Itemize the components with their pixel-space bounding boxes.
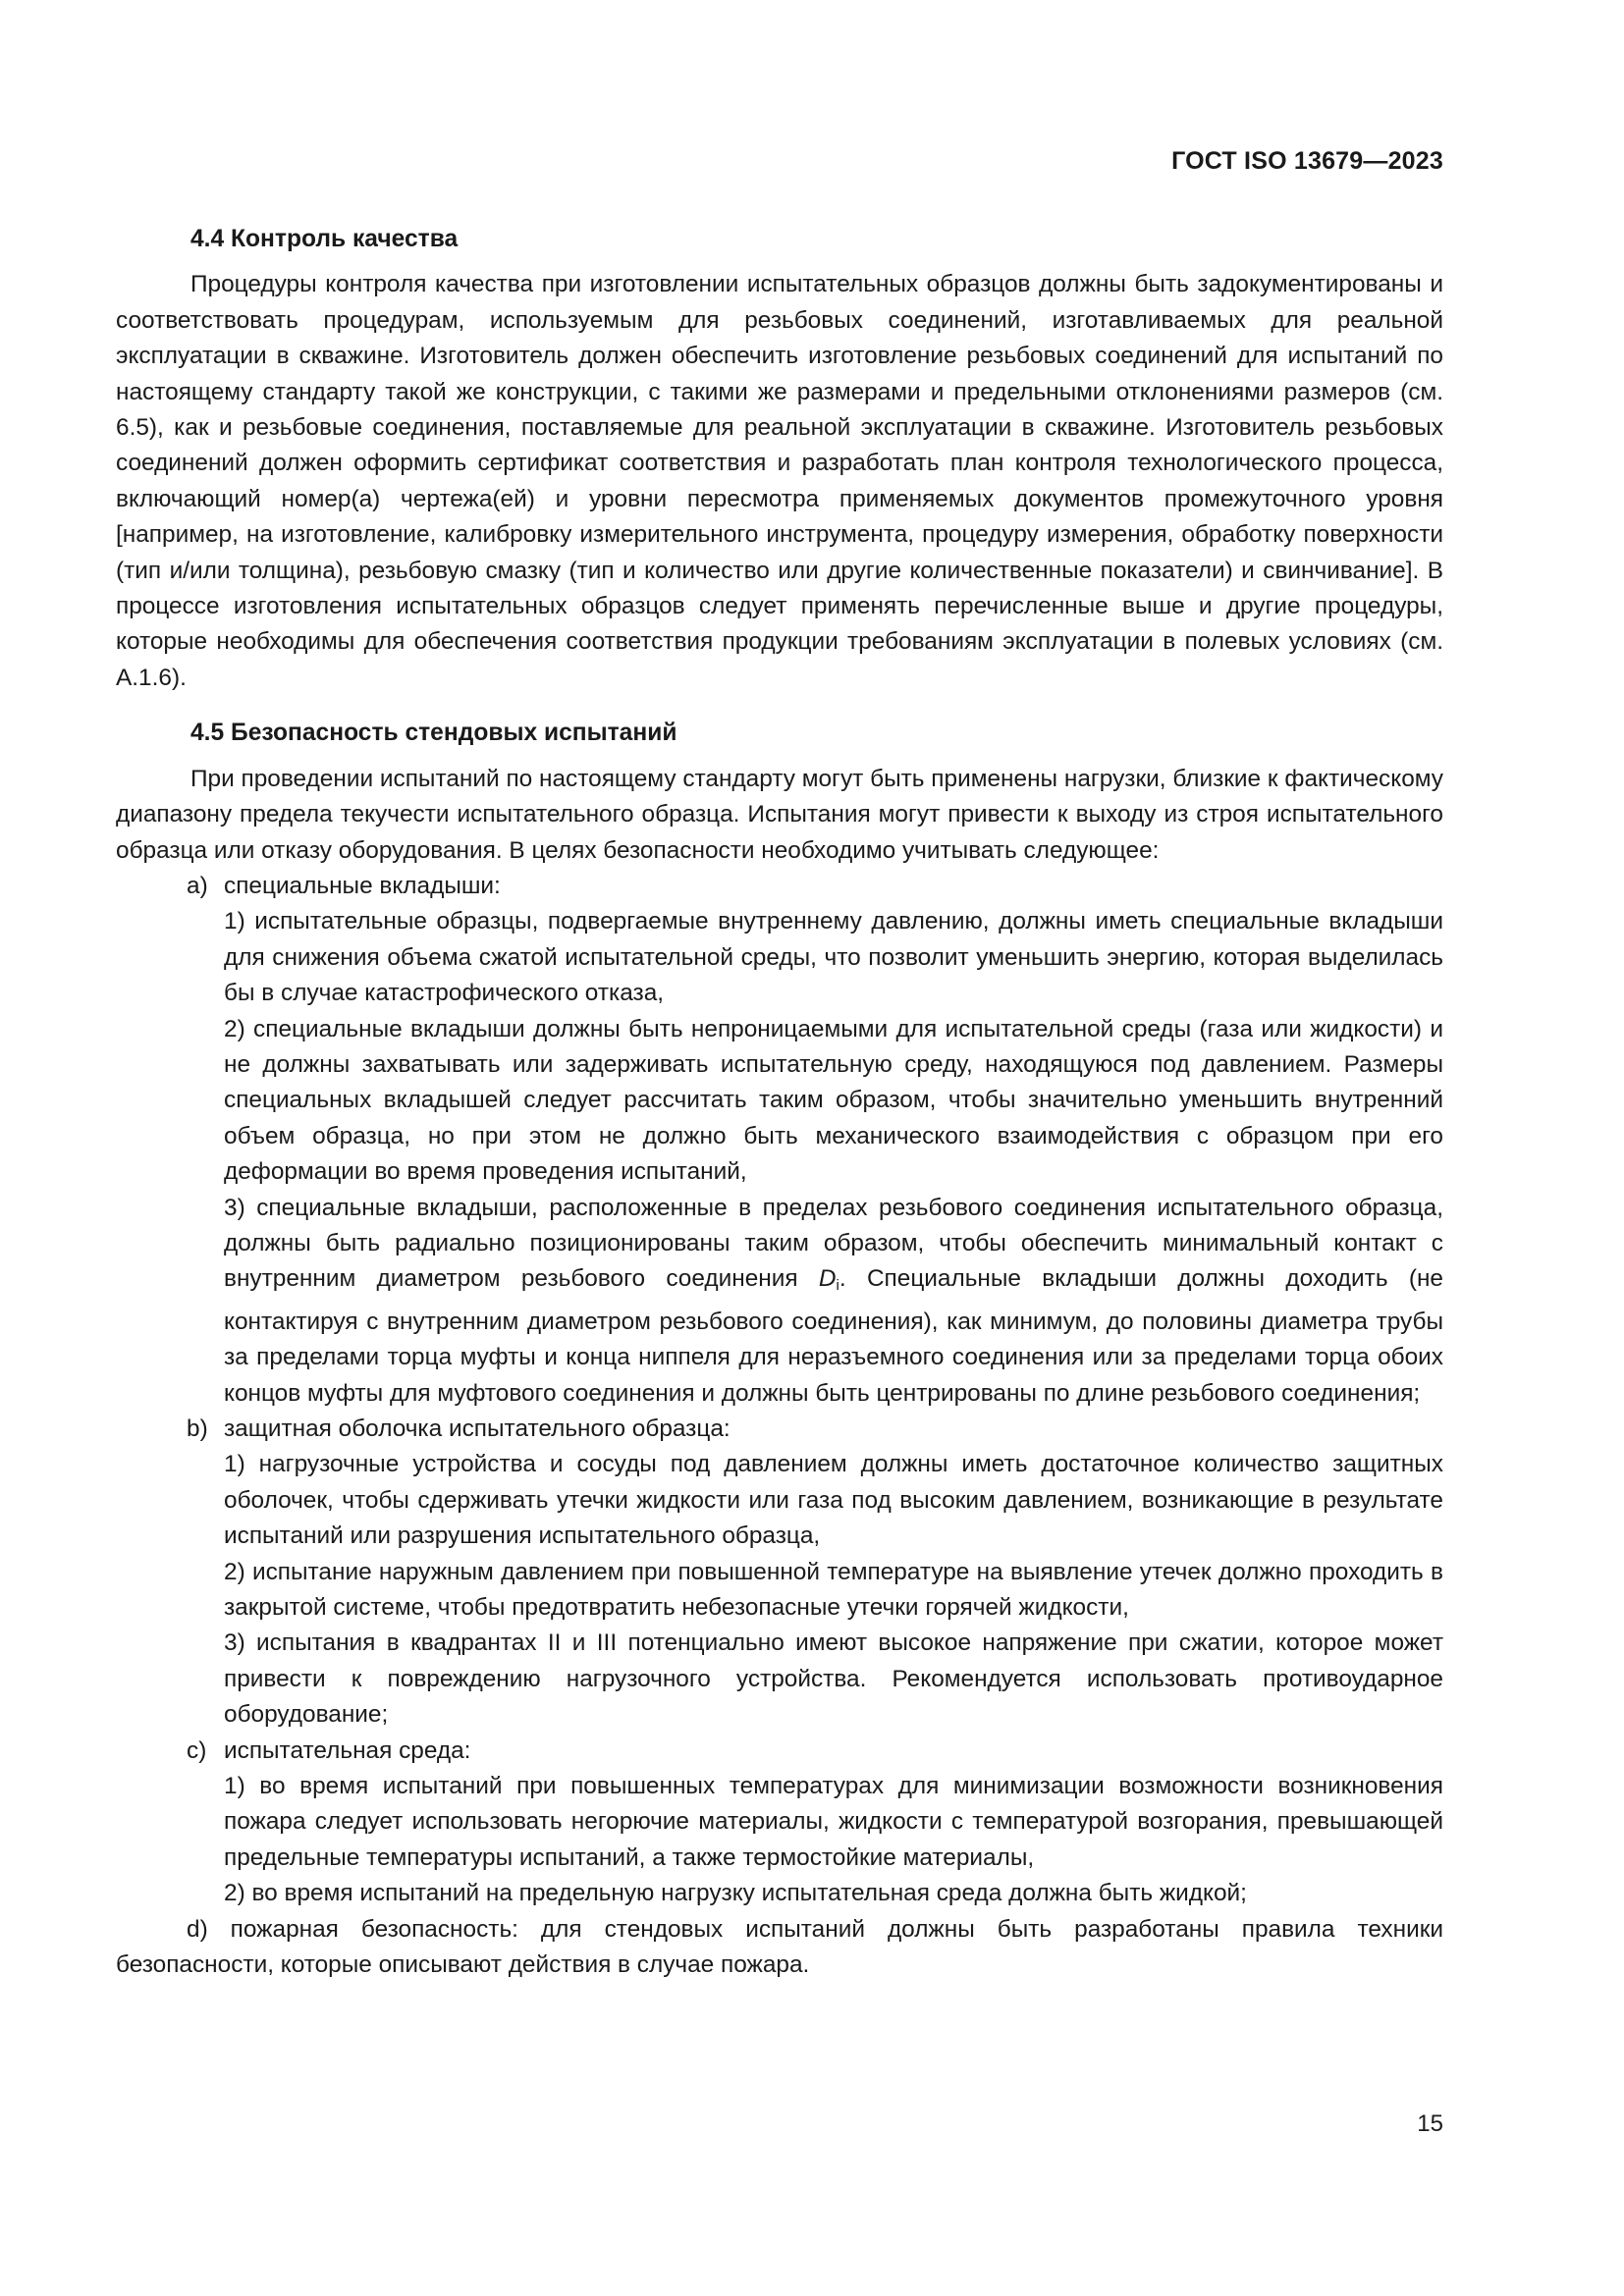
list-item-b [116, 1412, 1443, 1447]
list-marker-a: a) [187, 872, 208, 899]
item-b-sub-2: 2) испытание наружным давлением при повышенной температуре на выявление утечек должно проходить в закрытой системе, чтобы предотвратить небезопасные утечки горячей жидкости, [224, 1558, 1443, 1622]
section-4-4-paragraph: Процедуры контроля качества при изготовлении испытательных образцов должны быть задокументированы и соответствовать процедурам, используемым для резьбовых соединений, изготавливаемых для реальной эксплуатации в скважине. Изготовитель должен обеспечить изготовление резьбовых соединений для испытаний по настоящему стандарту такой же конструкции, с такими же размерами и предельными отклонениями размеров (см. 6.5), как и резьбовые соединения, поставляемые для реальной эксплуатации в скважине. Изготовитель резьбовых соединений должен оформить сертификат соответствия и разработать план контроля технологического процесса, включающий номер(а) чертежа(ей) и уровни пересмотра применяемых документов промежуточного уровня [например, на изготовление, калибровку измерительного инструмента, процедуру измерения, обработку поверхности (тип и/или толщина), резьбовую смазку (тип и количество или другие количественные показатели) и свинчивание]. В процессе изготовления испытательных образцов следует применять перечисленные выше и другие процедуры, которые необходимы для обеспечения соответствия продукции требованиям эксплуатации в полевых условиях (см. А.1.6). [116, 271, 1443, 691]
section-4-4-heading: 4.4 Контроль качества [190, 226, 459, 252]
item-a-sub-1: 1) испытательные образцы, подвергаемые внутреннему давлению, должны иметь специальные вкладыши для снижения объема сжатой испытательной среды, что позволит уменьшить энергию, которая выделилась бы в случае катастрофического отказа, [224, 908, 1443, 1007]
section-4-5-intro: При проведении испытаний по настоящему стандарту могут быть применены нагрузки, близкие к фактическому диапазону предела текучести испытательного образца. Испытания могут привести к выходу из строя испытательного образца или отказу оборудования. В целях безопасности необходимо учитывать следующее: [116, 765, 1443, 864]
list-item-a [116, 869, 1443, 904]
item-a-sub-2: 2) специальные вкладыши должны быть непроницаемыми для испытательной среды (газа или жидкости) и не должны захватывать или задерживать испытательную среду, находящуюся под давлением. Размеры специальных вкладышей следует рассчитать таким образом, чтобы значительно уменьшить внутренний объем образца, но при этом не должно быть механического взаимодействия с образцом при его деформации во время проведения испытаний, [224, 1015, 1443, 1186]
item-b-sub-3: 3) испытания в квадрантах II и III потенциально имеют высокое напряжение при сжатии, которое может привести к повреждению нагрузочного устройства. Рекомендуется использовать противоударное оборудование; [224, 1629, 1443, 1729]
list-item-c-title: испытательная среда: [224, 1736, 471, 1764]
item-c-sub-1: 1) во время испытаний при повышенных температурах для минимизации возможности возникновения пожара следует использовать негорючие материалы, жидкости с температурой возгорания, превышающей предельные температуры испытаний, а также термостойкие материалы, [224, 1773, 1443, 1871]
diameter-symbol: D [818, 1265, 837, 1293]
document-header: ГОСТ ISO 13679—2023 [1171, 147, 1443, 175]
list-item-d: d) пожарная безопасность: для стендовых испытаний должны быть разработаны правила техники безопасности, которые описывают действия в случае пожара. [116, 1915, 1443, 1979]
section-4-5-heading: 4.5 Безопасность стендовых испытаний [190, 720, 677, 747]
list-item-b-title: защитная оболочка испытательного образца: [224, 1415, 731, 1442]
item-c-sub-2: 2) во время испытаний на предельную нагрузку испытательная среда должна быть жидкой; [224, 1880, 1247, 1907]
page-number: 15 [1417, 2110, 1443, 2137]
item-a-sub-3 [116, 1191, 1443, 1412]
item-b-sub-1: 1) нагрузочные устройства и сосуды под давлением должны иметь достаточное количество защитных оболочек, чтобы сдерживать утечки жидкости или газа под высоким давлением, возникающие в результате испытаний или разрушения испытательного образца, [224, 1451, 1443, 1550]
page-content [116, 222, 1443, 1984]
list-item-a-title: специальные вкладыши: [224, 872, 501, 899]
item-a-sub-3-text-end: . Специальные вкладыши должны доходить (не контактируя с внутренним диаметром резьбового соединения), как минимум, до половины диаметра трубы за пределами торца муфты и конца ниппеля для неразъемного соединения или за пределами торца обоих концов муфты для муфтового соединения и должны быть центрированы по длине резьбового соединения; [224, 1265, 1443, 1407]
list-marker-c: c) [187, 1736, 207, 1764]
list-item-c [116, 1734, 1443, 1769]
item-a-sub-3-text-start: 3) специальные вкладыши, расположенные в пределах резьбового соединения испытательного образца, должны быть радиально позиционированы таким образом, чтобы обеспечить минимальный контакт с внутренним диаметром резьбового соединения [224, 1194, 1443, 1293]
list-marker-b: b) [187, 1415, 208, 1442]
diameter-index: i [836, 1277, 839, 1295]
